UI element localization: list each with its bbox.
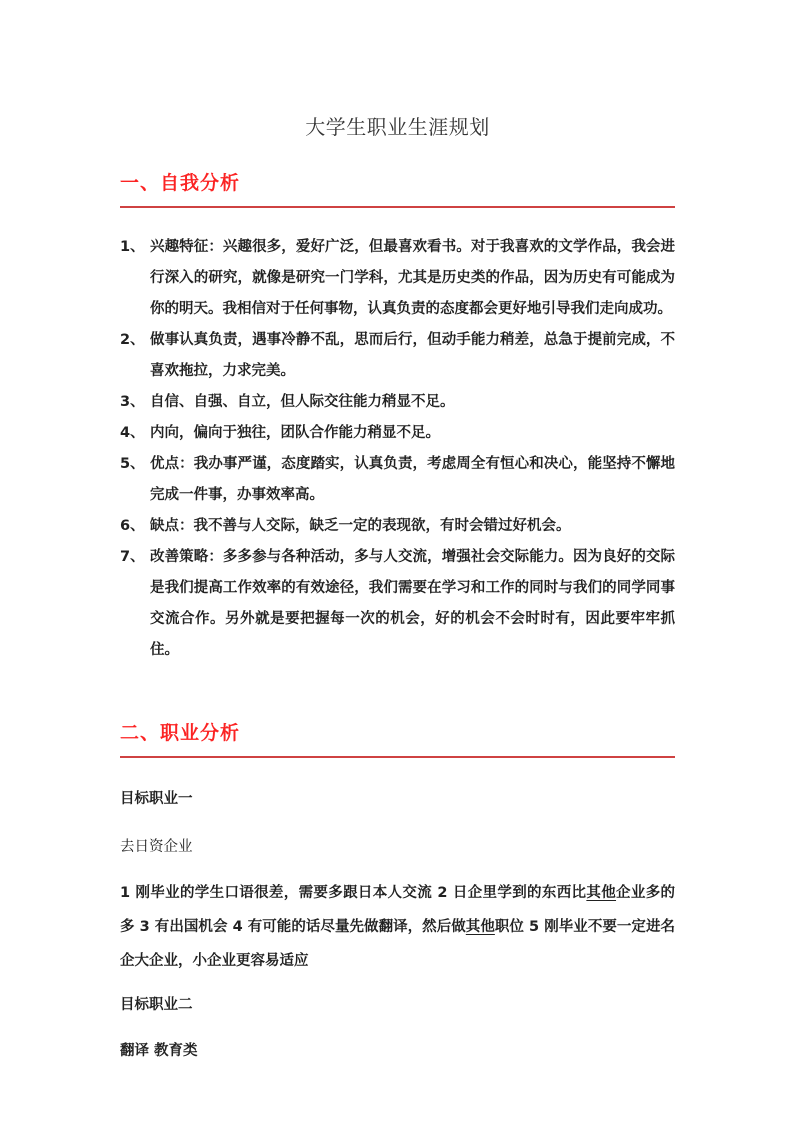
item-number: 7、 [120, 549, 145, 565]
item-number: 6、 [120, 518, 145, 534]
item-number: 5、 [120, 456, 145, 472]
section2-heading: 二、职业分析 [120, 722, 241, 744]
item-number: 1、 [120, 239, 145, 255]
item-text: 做事认真负责，遇事冷静不乱，思而后行，但动手能力稍差，总急于提前完成，不喜欢拖拉，力求完美。 [150, 332, 675, 379]
list-item [120, 449, 675, 511]
list-item [120, 232, 675, 325]
document-title: 大学生职业生涯规划 [305, 115, 490, 139]
item-text: 优点：我办事严谨，态度踏实，认真负责，考虑周全有恒心和决心，能坚持不懈地完成一件事，办事效率高。 [150, 456, 675, 503]
note-text-underlined: 其他 [465, 919, 495, 935]
section1-rule [120, 206, 675, 208]
section1-heading: 一、自我分析 [120, 172, 241, 194]
self-analysis-list [120, 232, 675, 666]
item-text: 缺点：我不善与人交际，缺乏一定的表现欲，有时会错过好机会。 [150, 518, 571, 534]
target1-value: 去日资企业 [120, 839, 193, 855]
list-item [120, 542, 675, 666]
item-number: 4、 [120, 425, 145, 441]
list-item [120, 325, 675, 387]
list-item [120, 387, 675, 418]
item-number: 2、 [120, 332, 145, 348]
list-item [120, 511, 675, 542]
item-text: 内向，偏向于独往，团队合作能力稍显不足。 [150, 425, 440, 441]
item-number: 3、 [120, 394, 145, 410]
item-text: 改善策略：多多参与各种活动，多与人交流，增强社会交际能力。因为良好的交际是我们提高工作效率的有效途径，我们需要在学习和工作的同时与我们的同学同事交流合作。另外就是要把握每一次的机会，好的机会不会时时有，因此要牢牢抓住。 [150, 549, 675, 658]
section2-rule [120, 756, 675, 758]
target2-label: 目标职业二 [120, 997, 193, 1013]
note-text: 企业多的多 3 有出国机会 4 有可能的话尽量先做翻译，然后做 [120, 885, 676, 935]
note-text-underlined: 其他 [586, 885, 617, 901]
target1-note [120, 876, 675, 978]
list-item [120, 418, 675, 449]
item-text: 自信、自强、自立，但人际交往能力稍显不足。 [150, 394, 455, 410]
item-text: 兴趣特征：兴趣很多，爱好广泛，但最喜欢看书。对于我喜欢的文学作品，我会进行深入的研究，就像是研究一门学科，尤其是历史类的作品，因为历史有可能成为你的明天。我相信对于任何事物，认真负责的态度都会更好地引导我们走向成功。 [150, 239, 675, 317]
note-text: 职位 5 刚毕业不要一定进名企大企业，小企业更容易适应 [120, 919, 676, 969]
target1-label: 目标职业一 [120, 791, 193, 807]
note-text: 1 刚毕业的学生口语很差，需要多跟日本人交流 2 日企里学到的东西比 [120, 885, 587, 901]
target2-value: 翻译 教育类 [120, 1043, 198, 1059]
